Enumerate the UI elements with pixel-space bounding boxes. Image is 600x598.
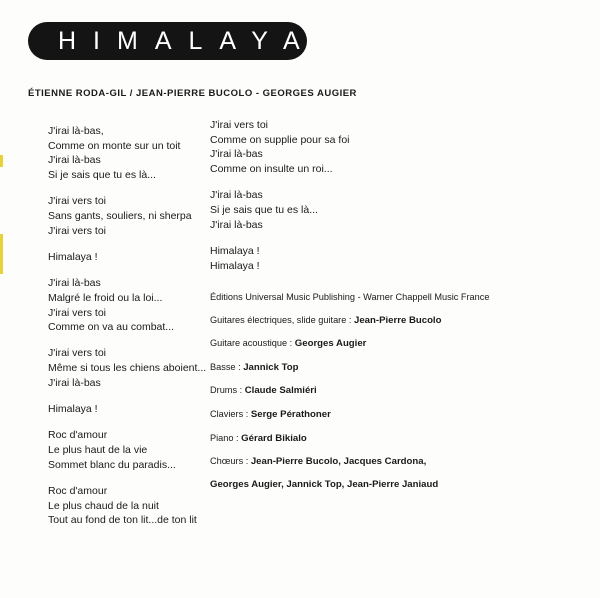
credit-label: Drums : — [210, 385, 245, 396]
lyrics-stanza — [210, 188, 360, 232]
credit-label: Chœurs : — [210, 456, 251, 467]
lyric-line: Comme on monte sur un toit — [48, 139, 181, 152]
lyric-line: Roc d'amour — [48, 429, 108, 442]
lyric-line: J'irai vers toi — [210, 119, 269, 131]
lyric-line: J'irai là-bas — [48, 376, 101, 389]
lyric-line: Le plus chaud de la nuit — [48, 499, 159, 512]
drums-credit — [210, 385, 590, 396]
song-title: HIMALAYA — [58, 26, 317, 55]
lyrics-stanza — [48, 428, 208, 472]
credit-name: Georges Augier, Jannick Top, Jean-Pierre Janiaud — [210, 478, 439, 490]
credit-label: Guitare acoustique : — [210, 338, 295, 349]
guitars-credit — [210, 315, 590, 326]
credit-label: Guitares électriques, slide guitare : — [210, 314, 355, 325]
lyrics-left-column — [48, 124, 208, 539]
lyric-line: J'irai là-bas — [210, 189, 263, 202]
credit-label: Basse : — [210, 361, 244, 372]
keys-credit — [210, 409, 590, 420]
lyric-line: J'irai vers toi — [48, 224, 107, 237]
lyric-line: J'irai là-bas — [48, 277, 101, 290]
lyric-line: Malgré le froid ou la loi... — [48, 291, 163, 304]
bass-credit — [210, 362, 590, 373]
edge-color-mark — [0, 155, 3, 167]
lyrics-stanza — [48, 194, 208, 238]
credits-block — [210, 292, 590, 502]
credit-label: Claviers : — [210, 408, 251, 419]
lyrics-stanza — [48, 402, 208, 417]
authors-line: ÉTIENNE RODA-GIL / JEAN-PIERRE BUCOLO - GEORGES AUGIER — [28, 88, 357, 99]
lyric-line: Comme on insulte un roi... — [210, 163, 333, 176]
lyric-line: J'irai vers toi — [48, 306, 107, 319]
lyric-line: J'irai vers toi — [48, 347, 107, 360]
lyric-line: Sommet blanc du paradis... — [48, 458, 176, 471]
lyric-line: Roc d'amour — [48, 484, 108, 497]
credit-name: Jean-Pierre Bucolo, Jacques Cardona, — [250, 456, 427, 468]
choirs-credit — [210, 456, 590, 467]
lyric-line: J'irai là-bas — [210, 148, 263, 161]
credit-name: Jannick Top — [243, 361, 299, 373]
lyric-line: Sans gants, souliers, ni sherpa — [48, 210, 192, 223]
credit-name: Gérard Bikialo — [241, 432, 307, 444]
lyrics-stanza — [48, 484, 208, 528]
lyrics-stanza — [210, 118, 360, 177]
lyric-line: Tout au fond de ton lit...de ton lit — [48, 514, 197, 527]
choirs-credit-continued — [210, 479, 590, 490]
credit-name: Georges Augier — [294, 338, 367, 350]
lyrics-right-column — [210, 118, 360, 285]
lyric-line: J'irai vers toi — [48, 195, 107, 208]
lyric-line: Même si tous les chiens aboient... — [48, 362, 207, 375]
lyric-line: Si je sais que tu es là... — [48, 169, 156, 182]
lyrics-stanza — [48, 124, 208, 183]
acoustic-credit — [210, 338, 590, 349]
lyric-line: Himalaya ! — [48, 250, 98, 263]
lyric-line: Si je sais que tu es là... — [210, 204, 318, 217]
lyric-line: J'irai là-bas, — [48, 125, 104, 137]
lyrics-stanza — [48, 250, 208, 265]
lyric-line: Le plus haut de la vie — [48, 443, 148, 456]
lyric-line: Himalaya ! — [48, 403, 98, 416]
publisher-credit: Éditions Universal Music Publishing - Warner Chappell Music France — [210, 292, 490, 302]
lyric-line: Himalaya ! — [210, 259, 260, 272]
piano-credit — [210, 433, 590, 444]
lyric-line: Comme on supplie pour sa foi — [210, 133, 350, 146]
lyric-line: J'irai là-bas — [210, 218, 263, 231]
edge-color-mark — [0, 234, 3, 274]
lyrics-stanza — [48, 276, 208, 335]
credit-name: Serge Pérathoner — [250, 408, 331, 420]
song-title-banner — [28, 22, 317, 60]
lyric-line: J'irai là-bas — [48, 154, 101, 167]
lyrics-stanza — [48, 346, 208, 390]
lyric-line: Himalaya ! — [210, 244, 260, 257]
lyrics-stanza — [210, 244, 360, 273]
credit-name: Claude Salmiéri — [244, 385, 317, 397]
credit-name: Jean-Pierre Bucolo — [354, 314, 442, 326]
credit-label: Piano : — [210, 432, 242, 443]
lyric-line: Comme on va au combat... — [48, 321, 175, 334]
